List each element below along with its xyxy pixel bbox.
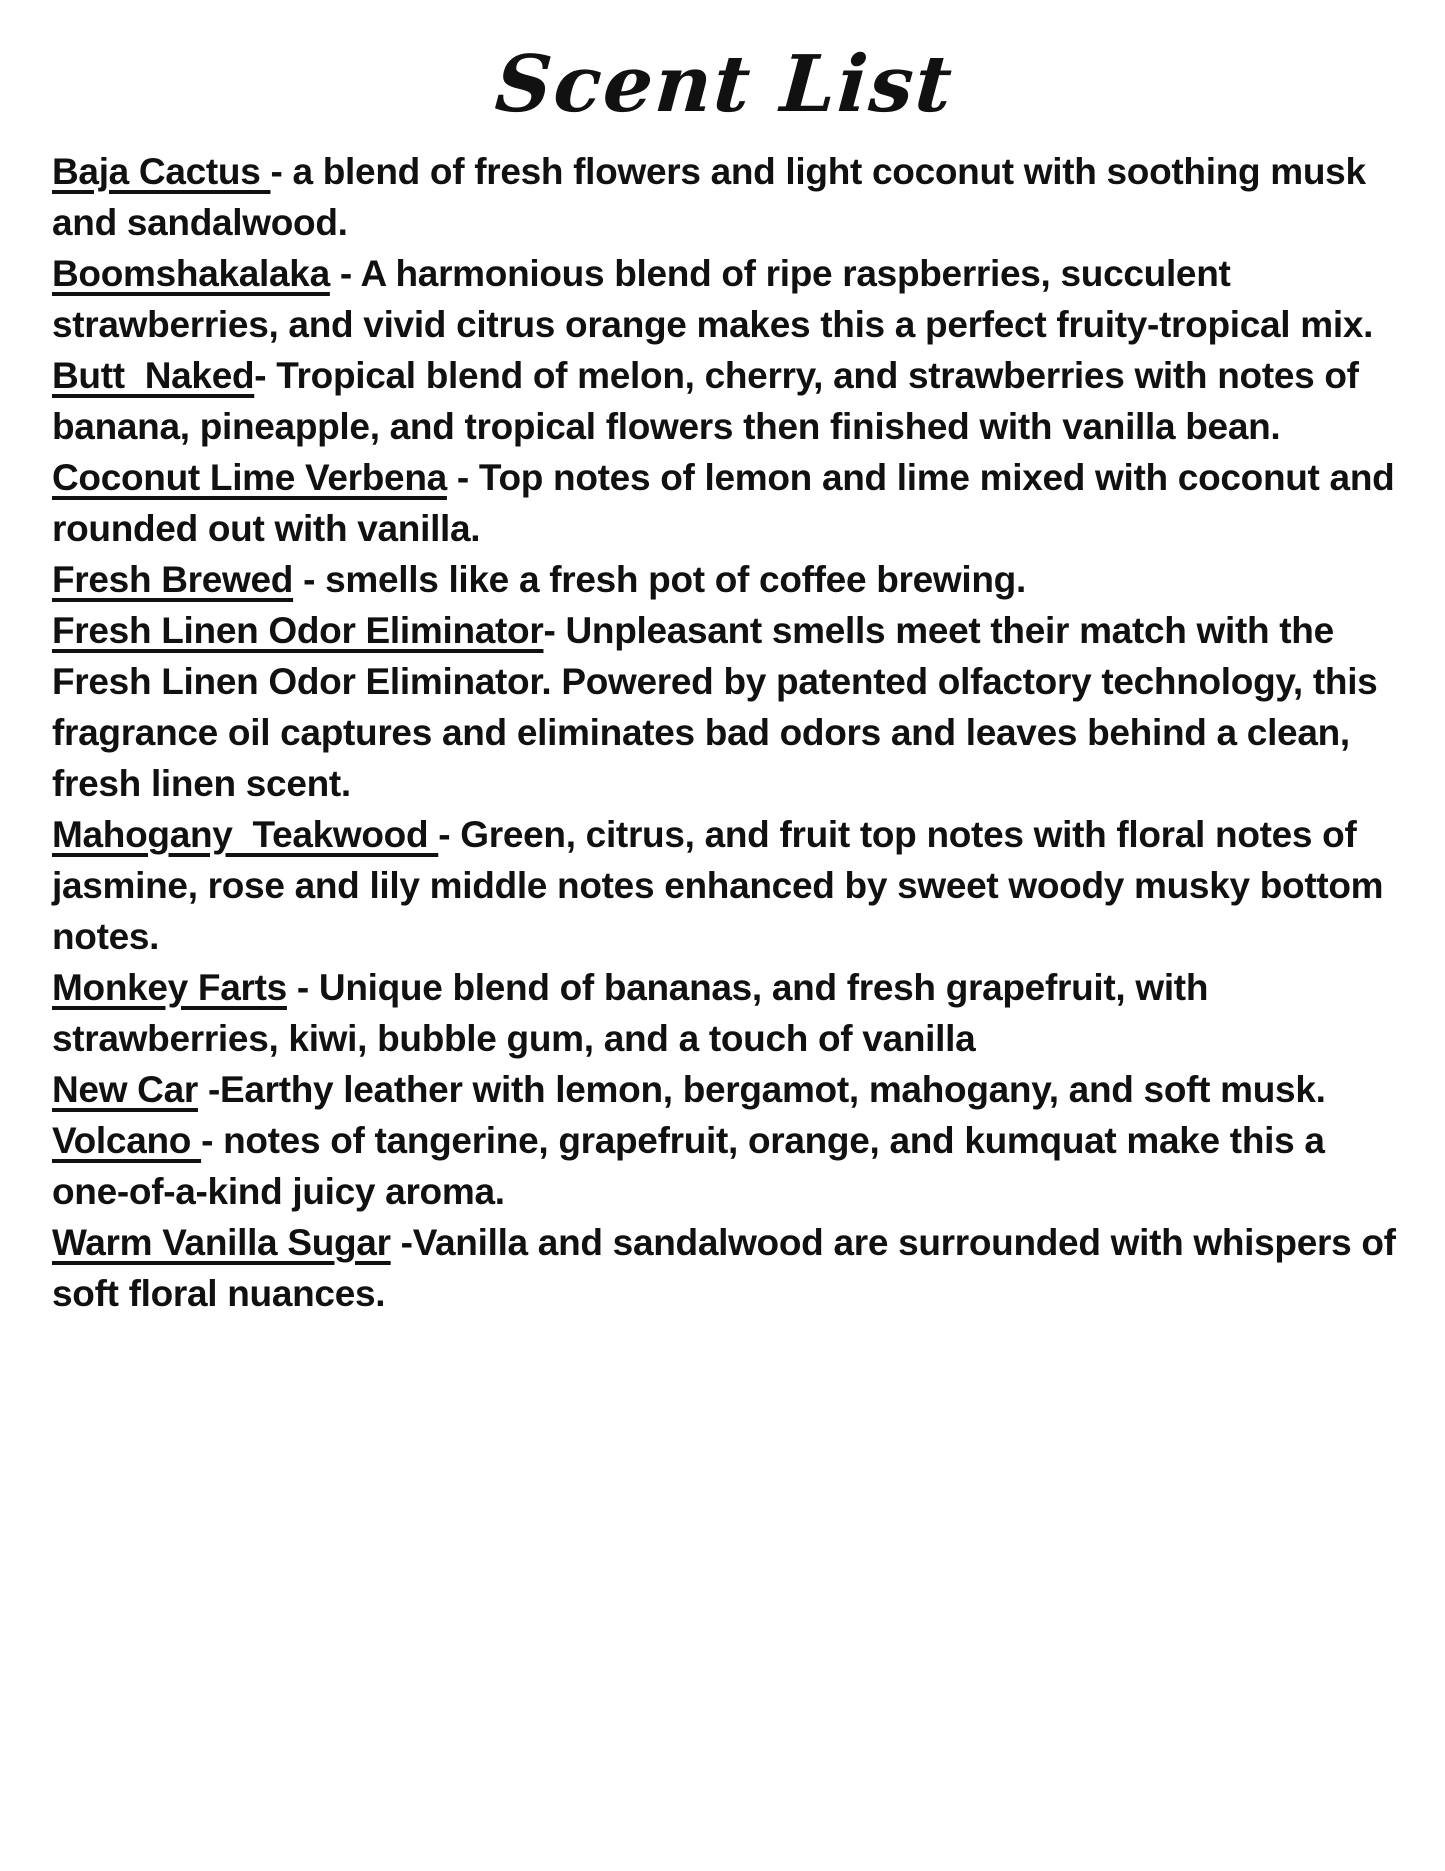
scent-name: Mahogany Teakwood	[52, 813, 439, 855]
scent-name: Monkey Farts	[52, 966, 287, 1008]
scent-description: - Top notes of lemon and lime mixed with coconut and rounded out with vanilla.	[52, 456, 1405, 549]
scent-entry	[52, 146, 1397, 248]
scent-description: - Unpleasant smells meet their match with the Fresh Linen Odor Eliminator. Powered by patented olfactory technology, this fragrance oil captures and eliminates bad odors and leaves behind a clean, fresh linen scent.	[52, 609, 1388, 804]
scent-entry	[52, 1217, 1406, 1319]
scent-description: - smells like a fresh pot of coffee brewing.	[293, 558, 1026, 600]
scent-name: Warm Vanilla Sugar	[52, 1221, 391, 1263]
scent-entry	[52, 248, 1397, 350]
scent-entry	[52, 350, 1397, 452]
scent-description: - a blend of fresh flowers and light coconut with soothing musk and sandalwood.	[52, 150, 1376, 243]
scent-entry	[52, 809, 1397, 962]
scent-name: New Car	[52, 1068, 198, 1110]
scent-description: -Earthy leather with lemon, bergamot, mahogany, and soft musk.	[197, 1068, 1326, 1110]
scent-entry	[52, 1064, 1397, 1115]
scent-name: Boomshakalaka	[52, 252, 330, 294]
scent-description: - A harmonious blend of ripe raspberries, succulent strawberries, and vivid citrus orange makes this a perfect fruity-tropical mix.	[52, 252, 1374, 345]
scent-name: Volcano	[52, 1119, 202, 1161]
scent-description: - Green, citrus, and fruit top notes with floral notes of jasmine, rose and lily middle notes enhanced by sweet woody musky bottom notes.	[52, 813, 1394, 957]
scent-name: Coconut Lime Verbena	[52, 456, 447, 498]
scent-description: - Unique blend of bananas, and fresh grapefruit, with strawberries, kiwi, bubble gum, and a touch of vanilla	[52, 966, 1219, 1059]
scent-name: Fresh Brewed	[52, 558, 294, 600]
scent-entry	[52, 1115, 1397, 1217]
scent-list	[52, 146, 1406, 1319]
scent-description: - Tropical blend of melon, cherry, and strawberries with notes of banana, pineapple, and tropical flowers then finished with vanilla bean.	[52, 354, 1369, 447]
scent-description: - notes of tangerine, grapefruit, orange, and kumquat make this a one-of-a-kind juicy aroma.	[52, 1119, 1335, 1212]
scent-entry	[52, 452, 1405, 554]
page-title: Scent List	[492, 39, 957, 130]
scent-entry	[52, 554, 1397, 605]
scent-entry	[52, 605, 1397, 809]
scent-name: Fresh Linen Odor Eliminator	[52, 609, 544, 651]
scent-name: Baja Cactus	[52, 150, 271, 192]
scent-name: Butt Naked	[52, 354, 255, 396]
scent-entry	[52, 962, 1397, 1064]
scent-description: -Vanilla and sandalwood are surrounded with whispers of soft floral nuances.	[52, 1221, 1406, 1314]
